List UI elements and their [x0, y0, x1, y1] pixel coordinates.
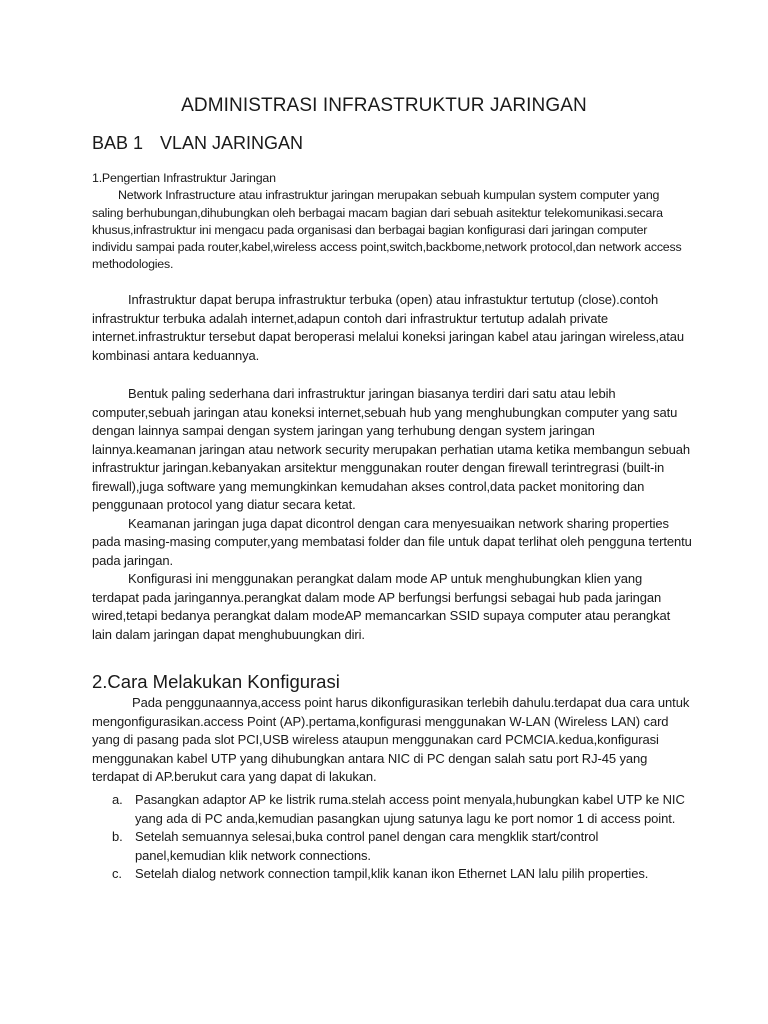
- section-1: [92, 170, 686, 274]
- configuration-steps-list: [92, 791, 692, 884]
- list-item-text: Pasangkan adaptor AP ke listrik ruma.stelah access point menyala,hubungkan kabel UTP ke NIC yang ada di PC anda,kemudian pasangkan ujung satunya lagu ke port nomor 1 di access point.: [135, 792, 685, 826]
- list-item: [92, 828, 692, 865]
- list-marker: c.: [112, 866, 122, 881]
- paragraph-group-bentuk: [92, 385, 692, 644]
- section-1-heading: 1.Pengertian Infrastruktur Jaringan: [92, 171, 276, 185]
- paragraph-keamanan: Keamanan jaringan juga dapat dicontrol dengan cara menyesuaikan network sharing properties pada masing-masing computer,yang membatasi folder dan file untuk dapat terlihat oleh pengguna tertentu pada jaringan.: [92, 515, 692, 568]
- list-marker: a.: [112, 792, 123, 807]
- section-2-heading: 2.Cara Melakukan Konfigurasi: [92, 671, 340, 692]
- list-item: [92, 791, 692, 828]
- list-item-text: Setelah dialog network connection tampil,klik kanan ikon Ethernet LAN lalu pilih properties.: [135, 866, 649, 881]
- section-2-body: [92, 694, 692, 787]
- paragraph-infrastruktur-text: Infrastruktur dapat berupa infrastruktur terbuka (open) atau infrastuktur tertutup (close).contoh infrastruktur terbuka adalah internet,adapun contoh dari infrastruktur tertutup adalah private internet.infrastruktur tersebut dapat beroperasi melalui koneksi jaringan kabel atau jaringan wireless,atau kombinasi antara keduannya.: [92, 292, 684, 363]
- chapter-number: BAB 1: [92, 133, 144, 153]
- section-1-paragraph: Network Infrastructure atau infrastruktur jaringan merupakan sebuah kumpulan system computer yang saling berhubungan,dihubungkan oleh berbagai macam bagian dari sebuah asitektur telekomunikasi.secara khusus,infrastruktur ini mengacu pada organisasi dan berbagai bagian konfigurasi dari jaringan computer individu sampai pada router,kabel,wireless access point,switch,backbome,network protocol,dan network access methodologies.: [92, 188, 682, 272]
- list-marker: b.: [112, 829, 123, 844]
- paragraph-konfigurasi: Konfigurasi ini menggunakan perangkat dalam mode AP untuk menghubungkan klien yang terdapat pada jaringannya.perangkat dalam mode AP berfungsi berfungsi sebagai hub pada jaringan wired,tetapi bedanya perangkat dalam modeAP memancarkan SSID supaya computer atau perangkat lain dalam jaringan dapat menghubuungkan diri.: [92, 571, 671, 642]
- list-item: [92, 865, 692, 884]
- document-title: ADMINISTRASI INFRASTRUKTUR JARINGAN: [181, 95, 587, 116]
- paragraph-infrastruktur: [92, 291, 692, 365]
- chapter-title: VLAN JARINGAN: [160, 133, 304, 153]
- paragraph-bentuk: Bentuk paling sederhana dari infrastruktur jaringan biasanya terdiri dari satu atau lebih computer,sebuah jaringan atau koneksi internet,sebuah hub yang menghubungkan computer yang satu dengan lainnya sampai dengan system jaringan yang terhubung dengan system jaringan lainnya.keamanan jaringan atau network security merupakan perhatian utama ketika membangun sebuah infrastruktur jaringan.kebanyakan arsitektur menggunakan router dengan firewall terintregrasi (built-in firewall),juga software yang memungkinkan kemudahan akses control,data packet monitoring dan penggunaan protocol yang diatur secara ketat.: [92, 386, 691, 512]
- section-2-paragraph: Pada penggunaannya,access point harus dikonfigurasikan terlebih dahulu.terdapat dua cara untuk mengonfigurasikan.access Point (AP).pertama,konfigurasi menggunakan W-LAN (Wireless LAN) card yang di pasang pada slot PCI,USB wireless ataupun menggunakan card PCMCIA.kedua,konfigurasi menggunakan kabel UTP yang dihubungkan antara NIC di PC dengan salah satu port RJ-45 yang terdapat di AP.berukut cara yang dapat di lakukan.: [92, 695, 690, 784]
- chapter-heading: [92, 133, 303, 154]
- list-item-text: Setelah semuannya selesai,buka control panel dengan cara mengklik start/control panel,kemudian klik network connections.: [135, 829, 599, 863]
